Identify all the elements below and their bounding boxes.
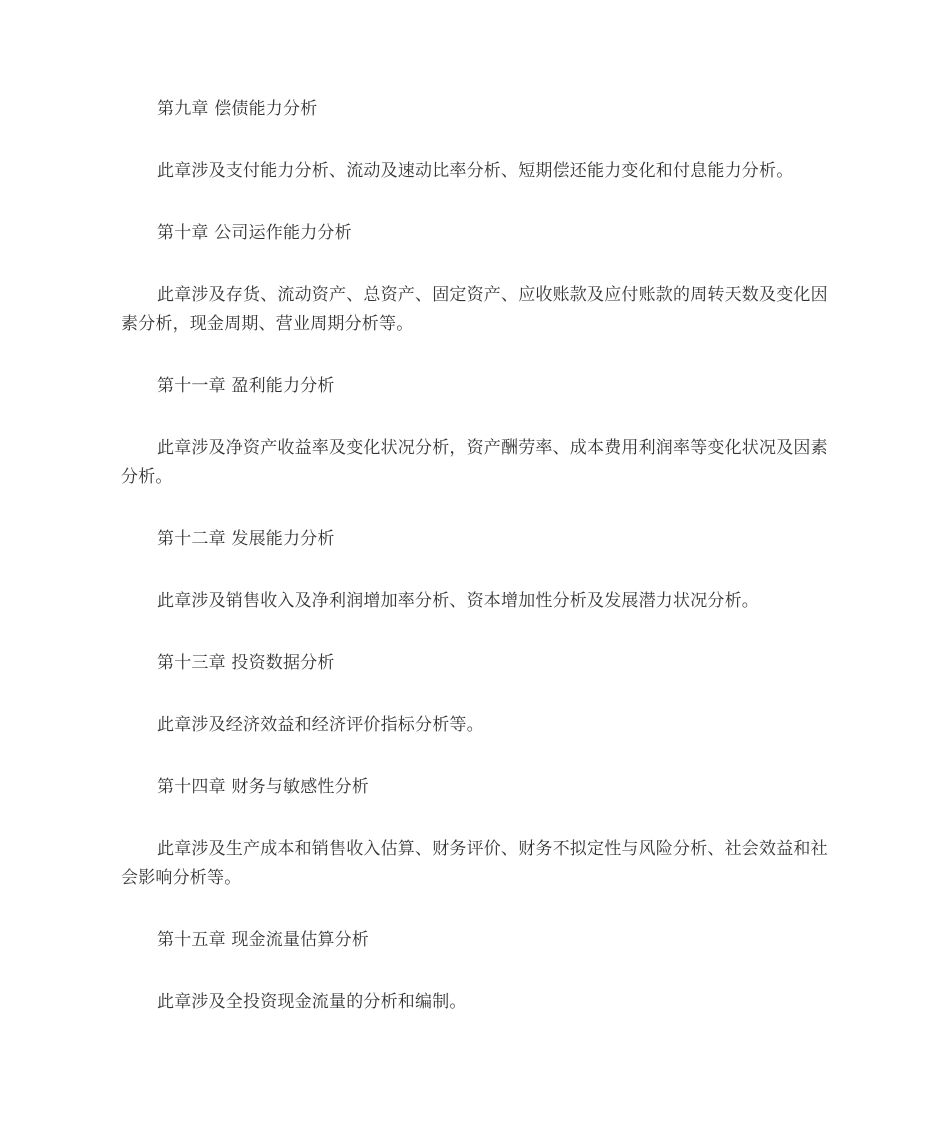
chapter-10-body: 此章涉及存货、流动资产、总资产、固定资产、应收账款及应付账款的周转天数及变化因素分析，现金周期、营业周期分析等。 — [121, 285, 828, 334]
chapter-15-heading: 第十五章 现金流量估算分析 — [157, 930, 370, 950]
chapter-9-heading: 第九章 偿债能力分析 — [157, 99, 318, 119]
chapter-10-heading: 第十章 公司运作能力分析 — [157, 223, 352, 243]
chapter-11-body: 此章涉及净资产收益率及变化状况分析，资产酬劳率、成本费用利润率等变化状况及因素分析。 — [121, 438, 828, 487]
chapter-12-heading: 第十二章 发展能力分析 — [157, 529, 335, 549]
chapter-14-body: 此章涉及生产成本和销售收入估算、财务评价、财务不拟定性与风险分析、社会效益和社会影响分析等。 — [121, 839, 828, 888]
document-body — [121, 95, 833, 1050]
chapter-13-body: 此章涉及经济效益和经济评价指标分析等。 — [157, 715, 484, 735]
chapter-14-heading: 第十四章 财务与敏感性分析 — [157, 777, 370, 797]
chapter-13-heading: 第十三章 投资数据分析 — [157, 653, 335, 673]
chapter-9-body: 此章涉及支付能力分析、流动及速动比率分析、短期偿还能力变化和付息能力分析。 — [157, 161, 794, 181]
chapter-12-body: 此章涉及销售收入及净利润增加率分析、资本增加性分析及发展潜力状况分析。 — [157, 591, 759, 611]
chapter-15-body: 此章涉及全投资现金流量的分析和编制。 — [157, 992, 467, 1012]
chapter-11-heading: 第十一章 盈利能力分析 — [157, 376, 335, 396]
